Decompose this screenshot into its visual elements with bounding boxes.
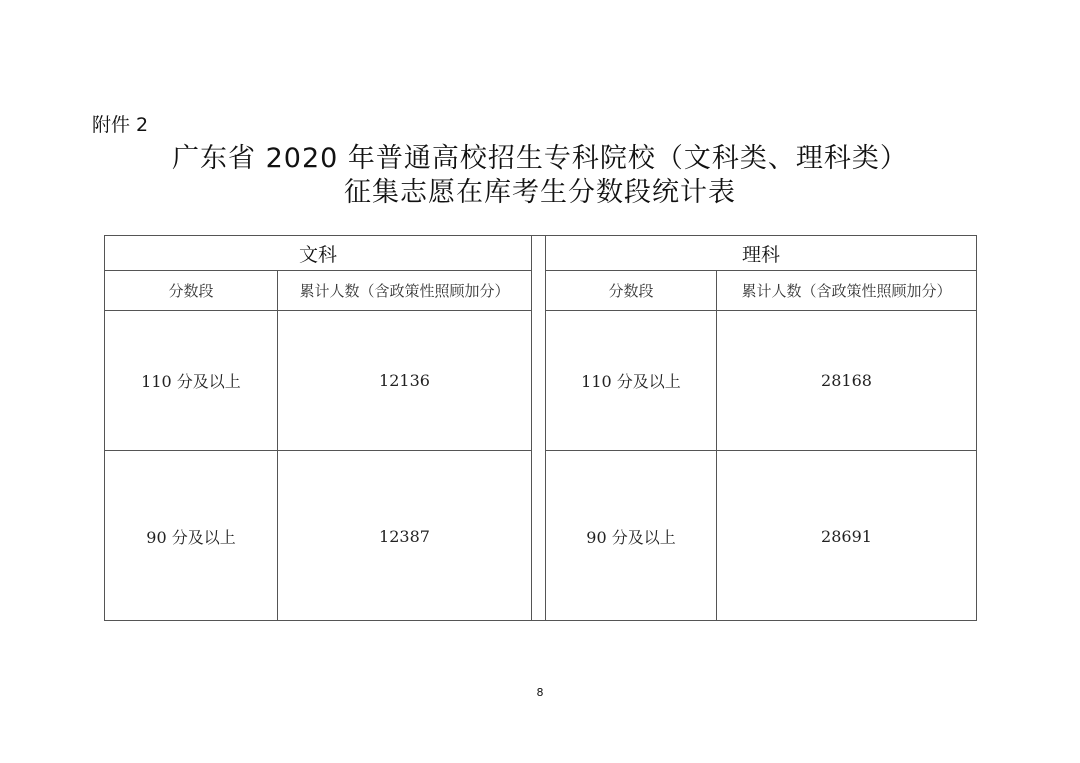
divider-left-gap bbox=[531, 236, 532, 620]
page-number: 8 bbox=[536, 686, 544, 699]
liberal-arts-col-score-range: 分数段 bbox=[168, 282, 214, 300]
science-col-cumulative: 累计人数（含政策性照顾加分） bbox=[741, 282, 952, 300]
science-header: 理科 bbox=[741, 243, 780, 266]
liberal-arts-header: 文科 bbox=[298, 243, 337, 266]
science-row2-range: 90 分及以上 bbox=[586, 527, 676, 547]
liberal-arts-row1-range: 110 分及以上 bbox=[141, 372, 241, 391]
science-row1-count: 28168 bbox=[821, 371, 872, 390]
liberal-arts-row2-count: 12387 bbox=[379, 526, 430, 546]
liberal-arts-row1-count: 12136 bbox=[379, 371, 430, 390]
liberal-arts-row2-range: 90 分及以上 bbox=[146, 527, 236, 547]
science-col-score-range: 分数段 bbox=[608, 282, 654, 300]
science-row2-count: 28691 bbox=[821, 526, 872, 546]
page-title-line2: 征集志愿在库考生分数段统计表 bbox=[344, 177, 736, 208]
page-title-line1: 广东省 2020 年普通高校招生专科院校（文科类、理科类） bbox=[172, 143, 908, 174]
attachment-label: 附件 2 bbox=[92, 114, 149, 136]
score-table bbox=[104, 235, 977, 621]
science-row1-range: 110 分及以上 bbox=[581, 372, 681, 391]
liberal-arts-col-cumulative: 累计人数（含政策性照顾加分） bbox=[299, 282, 510, 300]
